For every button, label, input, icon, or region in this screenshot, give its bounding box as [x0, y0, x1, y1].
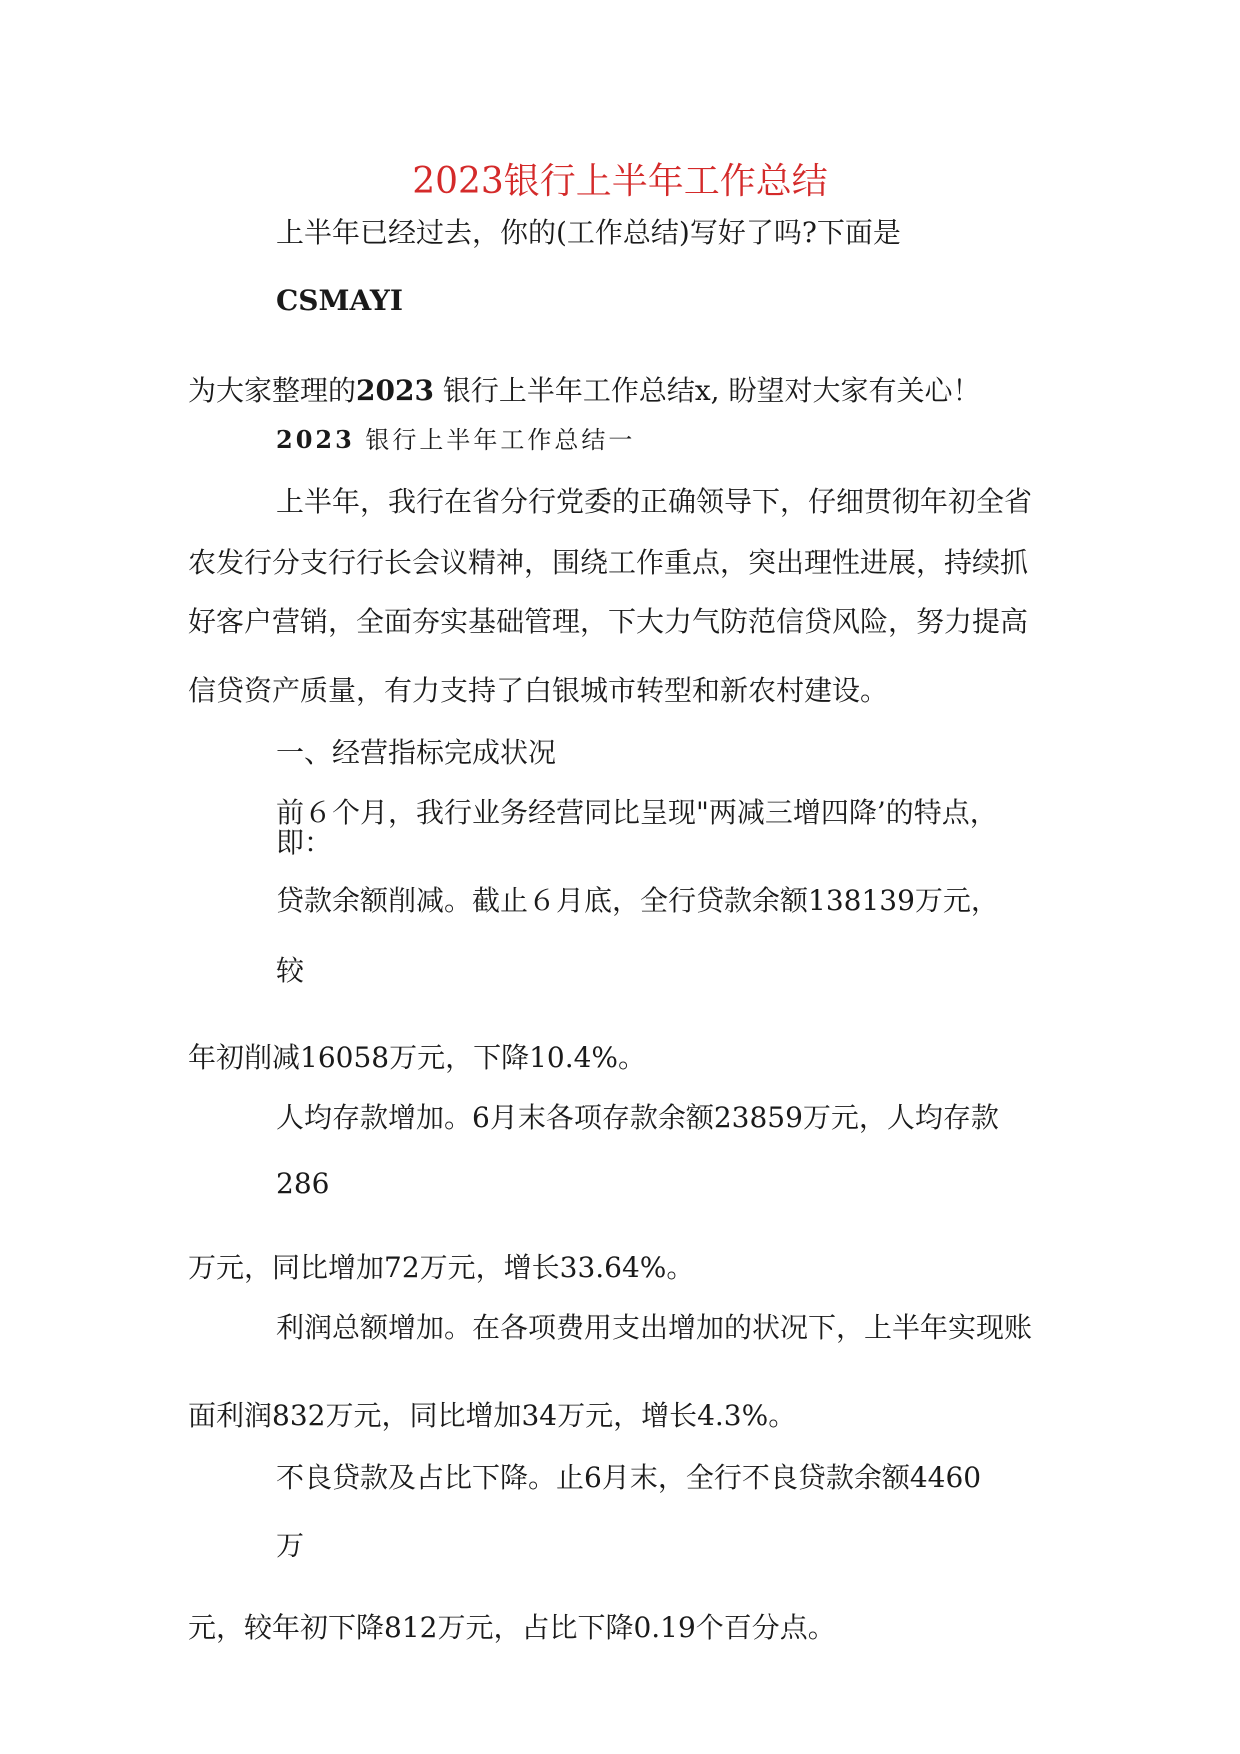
- loan-line: 较: [276, 954, 305, 987]
- site-name: CSMAYI: [276, 284, 403, 317]
- deposit-line: 人均存款增加。6月末各项存款余额23859万元，人均存款: [276, 1101, 999, 1134]
- section-heading: [276, 422, 635, 458]
- intro-line-2-year: 2023: [356, 374, 434, 407]
- section-heading-year: 2023: [276, 425, 355, 454]
- npl-line: 不良贷款及占比下降。止6月末，全行不良贷款余额4460: [276, 1461, 982, 1494]
- loan-line: 贷款余额削减。截止６月底，全行贷款余额138139万元，: [276, 884, 999, 917]
- para2-line: 前６个月，我行业务经营同比呈现"两减三增四降’的特点，: [276, 796, 998, 829]
- npl-line: 万: [276, 1529, 305, 1562]
- intro-line-2-part-c: 银行上半年工作总结x, 盼望对大家有关心！: [433, 374, 981, 407]
- profit-line: 面利润832万元，同比增加34万元，增长4.3%。: [188, 1399, 797, 1432]
- intro-line-2: [188, 373, 980, 409]
- intro-line-2-part-a: 为大家整理的: [188, 374, 357, 407]
- npl-line: 元，较年初下降812万元，占比下降0.19个百分点。: [188, 1611, 836, 1644]
- section-heading-text: 银行上半年工作总结一: [354, 426, 636, 454]
- para1-line: 信贷资产质量，有力支持了白银城市转型和新农村建设。: [188, 674, 889, 707]
- para1-line: 好客户营销，全面夯实基础管理，下大力气防范信贷风险，努力提高: [188, 605, 1029, 638]
- para2-line: 即：: [276, 826, 333, 859]
- document-title: 2023银行上半年工作总结: [412, 161, 828, 202]
- loan-line: 年初削减16058万元，下降10.4%。: [188, 1041, 647, 1074]
- para1-line: 农发行分支行行长会议精神，围绕工作重点，突出理性进展，持续抓: [188, 546, 1029, 579]
- deposit-line: 万元，同比增加72万元，增长33.64%。: [188, 1251, 695, 1284]
- para1-line: 上半年，我行在省分行党委的正确领导下，仔细贯彻年初全省: [276, 485, 1033, 518]
- deposit-line: 286: [276, 1167, 330, 1200]
- intro-line-1: 上半年已经过去，你的(工作总结)写好了吗?下面是: [276, 216, 901, 249]
- profit-line: 利润总额增加。在各项费用支出增加的状况下，上半年实现账: [276, 1311, 1033, 1344]
- heading-operating-indicators: 一、经营指标完成状况: [276, 736, 557, 769]
